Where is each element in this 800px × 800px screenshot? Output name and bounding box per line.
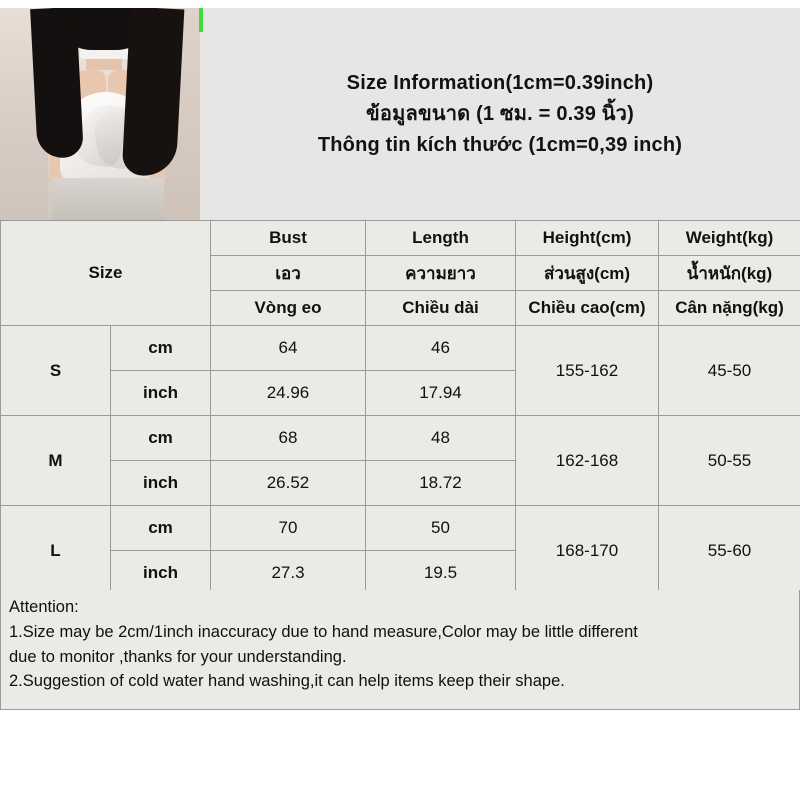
header-height-en: Height(cm) [516, 221, 659, 256]
table-row [1, 416, 800, 461]
row-l-unit-inch: inch [111, 551, 211, 596]
row-s-length-inch: 17.94 [366, 371, 516, 416]
title-english: Size Information(1cm=0.39inch) [346, 71, 654, 94]
attention-line-3: 2.Suggestion of cold water hand washing,it can help items keep their shape. [9, 672, 565, 691]
row-m-length-inch: 18.72 [366, 461, 516, 506]
row-s-unit-inch: inch [111, 371, 211, 416]
header-height-th: ส่วนสูง(cm) [516, 256, 659, 291]
title-thai: ข้อมูลขนาด (1 ซม. = 0.39 นิ้ว) [366, 102, 634, 125]
header-length-en: Length [366, 221, 516, 256]
row-size-l: L [1, 506, 111, 596]
green-marker [199, 8, 203, 32]
header-length-th: ความยาว [366, 256, 516, 291]
row-size-m: M [1, 416, 111, 506]
table-header-row-en [1, 221, 800, 256]
header-weight-vi: Cân nặng(kg) [659, 291, 800, 326]
row-l-length-cm: 50 [366, 506, 516, 551]
header-banner [0, 8, 800, 220]
row-s-weight: 45-50 [659, 326, 800, 416]
row-l-height: 168-170 [516, 506, 659, 596]
row-m-bust-cm: 68 [211, 416, 366, 461]
header-height-vi: Chiều cao(cm) [516, 291, 659, 326]
header-weight-th: น้ำหนัก(kg) [659, 256, 800, 291]
model-hair-left [30, 8, 84, 159]
header-weight-en: Weight(kg) [659, 221, 800, 256]
row-m-unit-inch: inch [111, 461, 211, 506]
title-vietnamese: Thông tin kích thước (1cm=0,39 inch) [317, 133, 683, 156]
row-m-weight: 50-55 [659, 416, 800, 506]
header-size-label: Size [1, 221, 211, 326]
row-s-length-cm: 46 [366, 326, 516, 371]
header-bust-th: เอว [211, 256, 366, 291]
row-l-weight: 55-60 [659, 506, 800, 596]
row-s-unit-cm: cm [111, 326, 211, 371]
model-hair-right [122, 8, 185, 177]
row-m-unit-cm: cm [111, 416, 211, 461]
table-row [1, 326, 800, 371]
model-skirt [52, 178, 164, 220]
row-m-bust-inch: 26.52 [211, 461, 366, 506]
attention-line-1: 1.Size may be 2cm/1inch inaccuracy due to hand measure,Color may be little different [9, 622, 638, 641]
row-size-s: S [1, 326, 111, 416]
header-length-vi: Chiều dài [366, 291, 516, 326]
header-bust-en: Bust [211, 221, 366, 256]
attention-heading: Attention: [9, 598, 79, 616]
row-l-bust-cm: 70 [211, 506, 366, 551]
footer-whitespace [0, 711, 800, 800]
row-s-bust-inch: 24.96 [211, 371, 366, 416]
header-bust-vi: Vòng eo [211, 291, 366, 326]
title-block [200, 8, 800, 220]
model-photo [0, 8, 200, 220]
row-m-length-cm: 48 [366, 416, 516, 461]
table-row [1, 506, 800, 551]
attention-line-2: due to monitor ,thanks for your understanding. [9, 647, 347, 666]
row-l-length-inch: 19.5 [366, 551, 516, 596]
attention-block [0, 590, 800, 710]
size-table [0, 220, 800, 596]
row-l-bust-inch: 27.3 [211, 551, 366, 596]
row-m-height: 162-168 [516, 416, 659, 506]
row-s-bust-cm: 64 [211, 326, 366, 371]
row-l-unit-cm: cm [111, 506, 211, 551]
row-s-height: 155-162 [516, 326, 659, 416]
